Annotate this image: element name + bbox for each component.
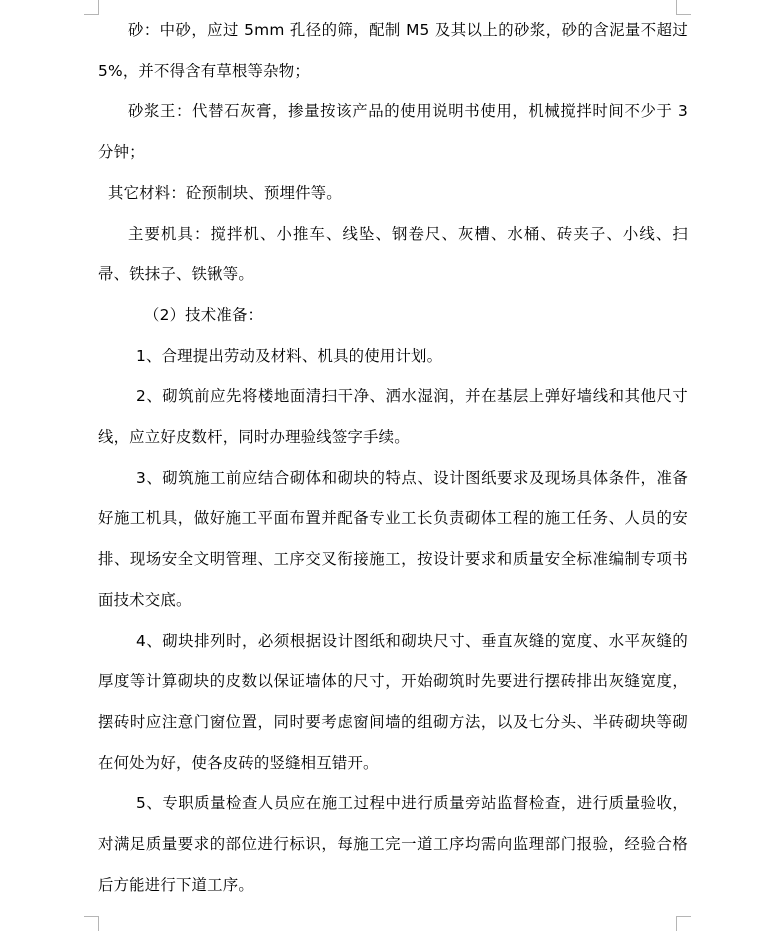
- paragraph-sand: 砂：中砂，应过 5mm 孔径的筛，配制 M5 及其以上的砂浆，砂的含泥量不超过 5%，并不得含有草根等杂物；: [98, 21, 688, 80]
- page-corner-mark-bottom-right: [676, 916, 691, 931]
- list-item-5: 5、专职质量检查人员应在施工过程中进行质量旁站监督检查，进行质量验收，对满足质量要求的部位进行标识，每施工完一道工序均需向监理部门报验，经验合格后方能进行下道工序。: [98, 794, 688, 894]
- list-item-2: 2、砌筑前应先将楼地面清扫干净、洒水湿润，并在基层上弹好墙线和其他尺寸线，应立好皮数杆，同时办理验线签字手续。: [98, 387, 688, 447]
- heading-technical-preparation: （2）技术准备：: [144, 305, 264, 324]
- page-corner-mark-bottom-left: [84, 916, 99, 931]
- list-item-4: 4、砌块排列时，必须根据设计图纸和砌块尺寸、垂直灰缝的宽度、水平灰缝的厚度等计算砌块的皮数以保证墙体的尺寸，开始砌筑时先要进行摆砖排出灰缝宽度，摆砖时应注意门窗位置，同时要考虑窗间墙的组砌方法，以及七分头、半砖砌块等砌在何处为好，使各皮砖的竖缝相互错开。: [98, 631, 688, 772]
- document-body: [98, 10, 688, 905]
- paragraph-other-materials: 其它材料：砼预制块、预埋件等。: [108, 183, 342, 202]
- list-item-1: 1、合理提出劳动及材料、机具的使用计划。: [136, 346, 443, 365]
- paragraph-mortar-king: 砂浆王：代替石灰膏，掺量按该产品的使用说明书使用，机械搅拌时间不少于 3 分钟；: [98, 102, 688, 162]
- list-item-3: 3、砌筑施工前应结合砌体和砌块的特点、设计图纸要求及现场具体条件，准备好施工机具，做好施工平面布置并配备专业工长负责砌体工程的施工任务、人员的安排、现场安全文明管理、工序交叉衔接施工，按设计要求和质量安全标准编制专项书面技术交底。: [98, 468, 688, 609]
- page-corner-mark-top-left: [84, 0, 99, 15]
- paragraph-main-tools: 主要机具：搅拌机、小推车、线坠、钢卷尺、灰槽、水桶、砖夹子、小线、扫帚、铁抹子、铁锹等。: [98, 224, 688, 284]
